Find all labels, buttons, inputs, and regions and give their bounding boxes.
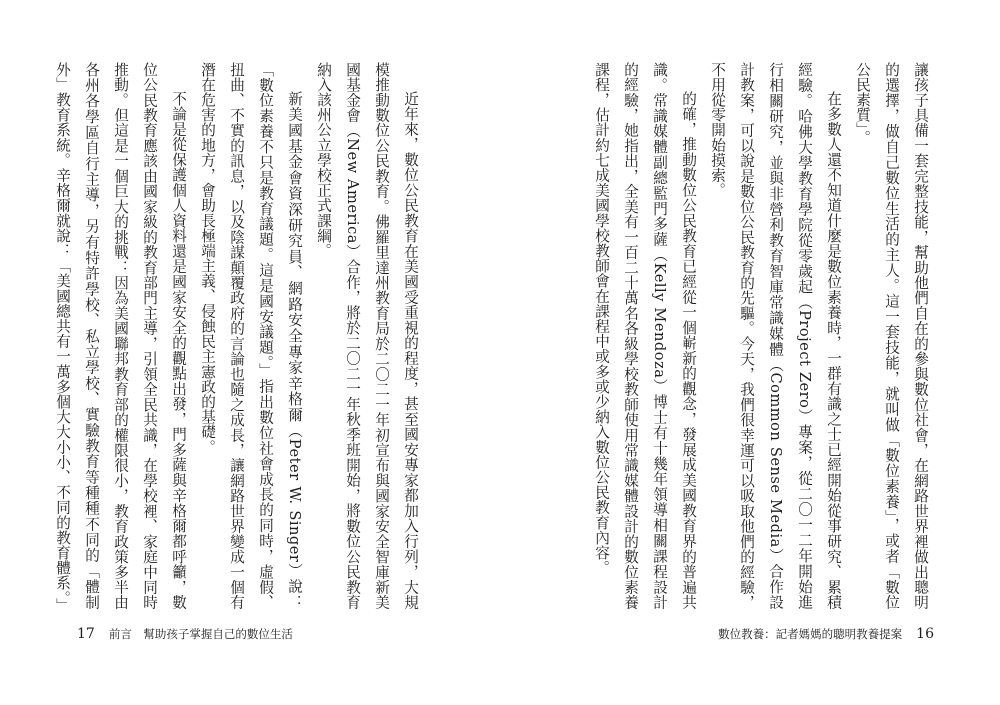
paragraph: 在多數人還不知道什麼是數位素養時，一群有識之士已經開始從事研究、累積經驗。哈佛大學教育學院從零歲起（Project Zero）專案，從二〇一二年開始進行相關研究，並與非營利教育智庫常識媒體（Common Sense Media）合作設計教案，可以說是數位公民教育的先驅。今天，我們很幸運可以吸取他們的經驗，不用從零開始摸索。 bbox=[709, 62, 842, 610]
page-number: 16 bbox=[916, 626, 934, 642]
paragraph: 新美國基金會資深研究員、網路安全專家辛格爾（Peter W. Singer）說：「數位素養不只是教育議題。這是國安議題。」指出數位社會成長的同時，虛假、扭曲、不實的訊息，以及陰謀顛覆政府的言論也隨之成長，讓網路世界變成一個有潛在危害的地方，會助長極端主義、侵蝕民主憲政的基礎。 bbox=[199, 62, 303, 610]
right-page bbox=[500, 0, 1000, 705]
paragraph: 不論是從保護個人資料還是國家安全的觀點出發，門多薩與辛格爾都呼籲，數位公民教育應該由國家級的教育部門主導，引領全民共識，在學校裡、家庭中同時推動。但這是一個巨大的挑戰：因為美國聯邦教育部的權限很小，教育政策多半由各州各學區自行主導，另有特許學校、私立學校、實驗教育等種種不同的「體制外」教育系統。辛格爾就說：「美國總共有一萬多個大大小小、不同的教育體系。」 bbox=[54, 62, 187, 614]
left-page-body bbox=[54, 62, 425, 614]
running-title: 前言 幫助孩子掌握自己的數位生活 bbox=[108, 627, 293, 641]
right-page-body bbox=[595, 62, 935, 610]
page-number: 17 bbox=[77, 626, 95, 642]
paragraph: 的確，推動數位公民教育已經從一個嶄新的觀念，發展成美國教育界的普遍共識。常識媒體副總監門多薩（Kelly Mendoza）博士有十幾年領導相關課程設計的經驗，她指出，全美有一百二十萬名各級學校教師使用常識媒體設計的數位素養課程，估計約七成美國學校教師會在課程中或多或少納入數位公民教育內容。 bbox=[593, 62, 697, 610]
running-title: 數位教養：記者媽媽的聰明教養提案 bbox=[718, 627, 903, 641]
right-page-footer bbox=[718, 626, 934, 642]
paragraph: 讓孩子具備一套完整技能，幫助他們自在的參與數位社會，在網路世界裡做出聰明的選擇，做自己數位生活的主人。這一套技能，就叫做「數位素養」，或者「數位公民素質」。 bbox=[854, 62, 929, 610]
paragraph: 近年來，數位公民教育在美國受重視的程度，甚至國安專家都加入行列，大規模推動數位公民教育。佛羅里達州教育局於二〇二一年初宣布與國家安全智庫新美國基金會（New America）合作，將於二〇二一年秋季班開始，將數位公民教育納入該州公立學校正式課綱。 bbox=[315, 62, 419, 610]
left-page-footer bbox=[77, 626, 293, 642]
